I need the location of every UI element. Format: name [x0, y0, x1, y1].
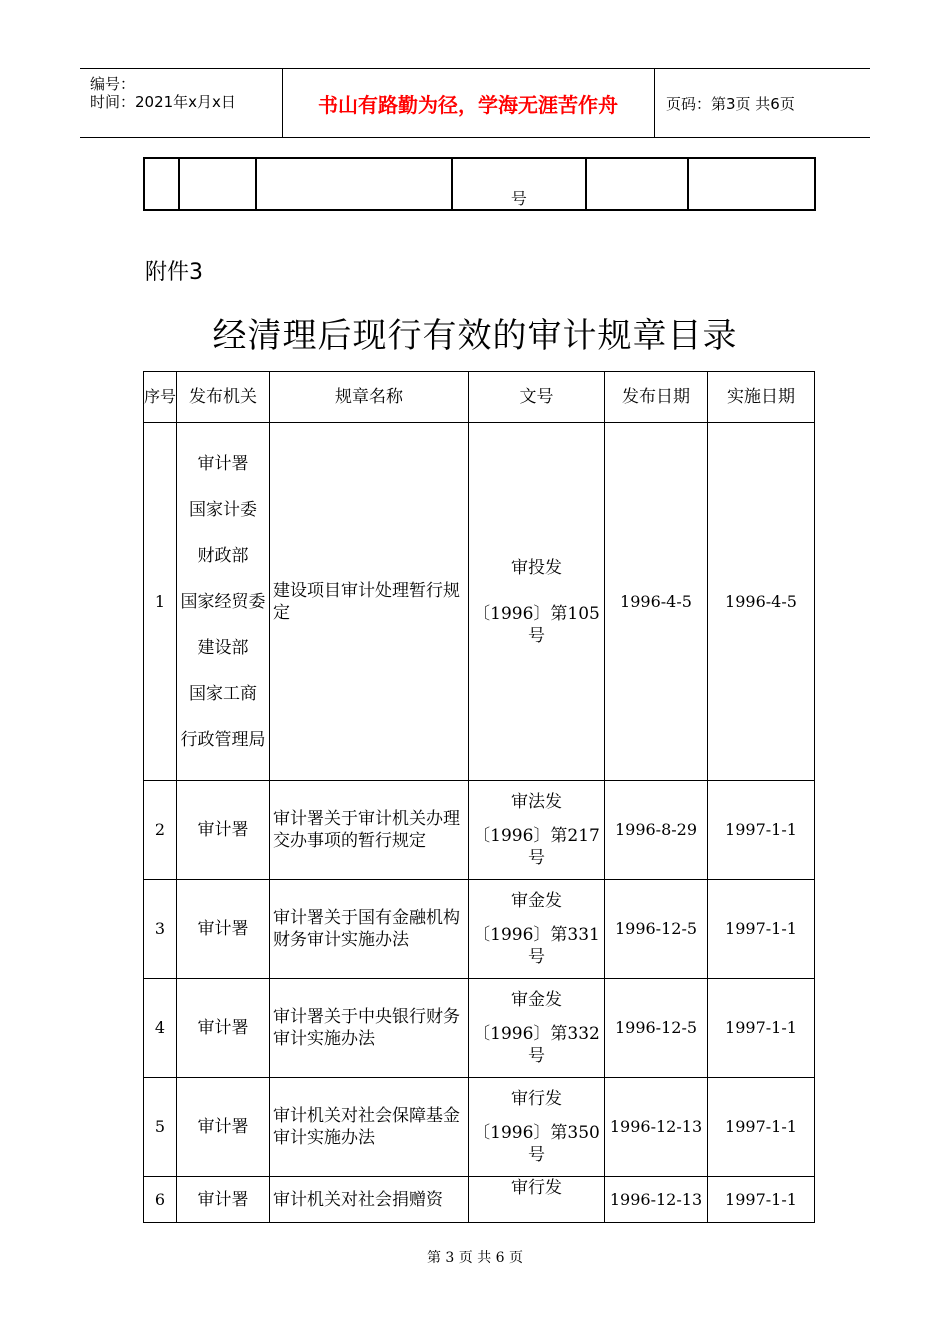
cell-dept: 审计署	[177, 979, 270, 1078]
dept-item: 国家工商	[189, 683, 257, 704]
cell-dept	[177, 423, 270, 781]
cell-eff-date: 1997-1-1	[708, 1078, 815, 1177]
cell-eff-date: 1997-1-1	[708, 979, 815, 1078]
table-header-row	[144, 372, 815, 423]
doc-prefix: 审金发	[511, 990, 562, 1010]
cell-pub-date: 1996-12-5	[605, 880, 708, 979]
previous-table-remnant	[143, 157, 816, 211]
cell-pub-date: 1996-12-5	[605, 979, 708, 1078]
number-label: 编号：	[90, 75, 136, 93]
doc-prefix: 审金发	[511, 891, 562, 911]
page-header	[80, 68, 870, 138]
cell-dept: 审计署	[177, 1078, 270, 1177]
cell-eff-date: 1997-1-1	[708, 1177, 815, 1223]
cell-doc	[469, 781, 605, 880]
regulations-table	[143, 371, 815, 1223]
remnant-cell	[179, 158, 256, 210]
doc-prefix: 审行发	[511, 1178, 562, 1198]
cell-doc	[469, 1078, 605, 1177]
dept-item: 国家经贸委	[180, 591, 266, 612]
table-row	[144, 781, 815, 880]
cell-doc	[469, 423, 605, 781]
col-header-pub: 发布日期	[605, 372, 708, 423]
header-motto: 书山有路勤为径，学海无涯苦作舟	[282, 69, 655, 137]
page-footer: 第 3 页 共 6 页	[426, 1250, 524, 1266]
doc-prefix: 审法发	[511, 792, 562, 812]
remnant-cell	[586, 158, 689, 210]
header-page-info: 页码：第3页 共6页	[666, 94, 795, 113]
cell-doc	[469, 880, 605, 979]
doc-number: 〔1996〕第350号	[473, 1123, 600, 1165]
document-title: 经清理后现行有效的审计规章目录	[212, 316, 738, 356]
doc-number: 〔1996〕第331号	[473, 925, 600, 967]
table-row	[144, 979, 815, 1078]
cell-name: 审计署关于中央银行财务审计实施办法	[270, 979, 469, 1078]
attachment-label: 附件3	[145, 260, 203, 285]
doc-prefix: 审投发	[511, 557, 562, 578]
cell-pub-date: 1996-12-13	[605, 1078, 708, 1177]
cell-seq: 4	[144, 979, 177, 1078]
dept-item: 财政部	[197, 545, 249, 566]
cell-eff-date: 1997-1-1	[708, 880, 815, 979]
cell-pub-date: 1996-8-29	[605, 781, 708, 880]
cell-eff-date: 1996-4-5	[708, 423, 815, 781]
cell-name: 审计机关对社会保障基金审计实施办法	[270, 1078, 469, 1177]
cell-seq: 1	[144, 423, 177, 781]
cell-pub-date: 1996-12-13	[605, 1177, 708, 1223]
cell-doc	[469, 979, 605, 1078]
remnant-cell	[256, 158, 452, 210]
cell-seq: 6	[144, 1177, 177, 1223]
doc-prefix: 审行发	[511, 1089, 562, 1109]
cell-dept: 审计署	[177, 781, 270, 880]
cell-name: 审计署关于审计机关办理交办事项的暂行规定	[270, 781, 469, 880]
table-row	[144, 1078, 815, 1177]
doc-number: 〔1996〕第332号	[473, 1024, 600, 1066]
cell-seq: 3	[144, 880, 177, 979]
cell-doc	[469, 1177, 605, 1223]
time-label: 时间：2021年x月x日	[90, 93, 236, 111]
col-header-seq: 序号	[144, 372, 177, 423]
doc-number: 〔1996〕第105号	[473, 603, 600, 646]
remnant-cell-doc: 号	[452, 158, 586, 210]
cell-dept: 审计署	[177, 1177, 270, 1223]
cell-eff-date: 1997-1-1	[708, 781, 815, 880]
remnant-cell	[144, 158, 179, 210]
cell-seq: 2	[144, 781, 177, 880]
col-header-dept: 发布机关	[177, 372, 270, 423]
remnant-cell	[688, 158, 815, 210]
table-row	[144, 423, 815, 781]
table-row	[144, 880, 815, 979]
dept-item: 审计署	[197, 453, 249, 474]
cell-pub-date: 1996-4-5	[605, 423, 708, 781]
cell-name: 审计署关于国有金融机构财务审计实施办法	[270, 880, 469, 979]
dept-item: 行政管理局	[180, 729, 266, 750]
table-row	[144, 1177, 815, 1223]
cell-name: 建设项目审计处理暂行规定	[270, 423, 469, 781]
dept-item: 国家计委	[189, 499, 257, 520]
col-header-eff: 实施日期	[708, 372, 815, 423]
col-header-doc: 文号	[469, 372, 605, 423]
dept-item: 建设部	[197, 637, 249, 658]
cell-dept: 审计署	[177, 880, 270, 979]
header-meta	[80, 69, 283, 137]
doc-number: 〔1996〕第217号	[473, 826, 600, 868]
cell-seq: 5	[144, 1078, 177, 1177]
cell-name: 审计机关对社会捐赠资	[270, 1177, 469, 1223]
col-header-name: 规章名称	[270, 372, 469, 423]
